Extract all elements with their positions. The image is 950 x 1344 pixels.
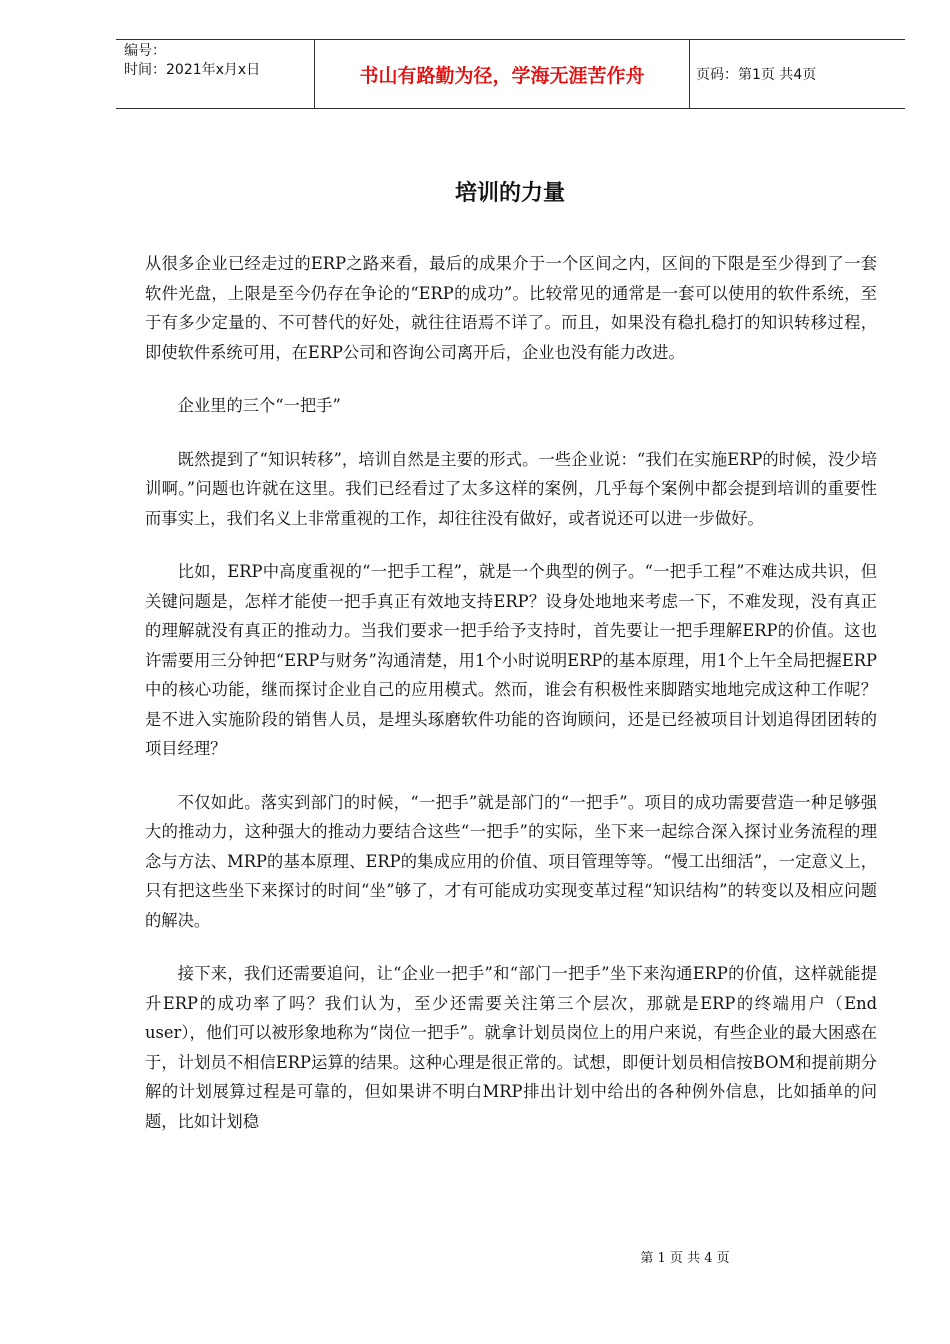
paragraph: 既然提到了“知识转移”，培训自然是主要的形式。一些企业说：“我们在实施ERP的时候，没少培训啊。”问题也许就在这里。我们已经看过了太多这样的案例，几乎每个案例中都会提到培训的重要性而事实上，我们名义上非常重视的工作，却往往没有做好，或者说还可以进一步做好。 <box>145 449 877 528</box>
document-date: 时间：2021年x月x日 <box>124 62 261 78</box>
section-heading: 企业里的三个“一把手” <box>177 396 341 415</box>
paragraph: 接下来，我们还需要追问，让“企业一把手”和“部门一把手”坐下来沟通ERP的价值，这样就能提升ERP的成功率了吗？我们认为，至少还需要关注第三个层次，那就是ERP的终端用户（End user），他们可以被形象地称为“岗位一把手”。就拿计划员岗位上的用户来说，有些企业的最大困惑在于，计划员不相信ERP运算的结果。这种心理是很正常的。试想，即便计划员相信按BOM和提前期分解的计划展算过程是可靠的，但如果讲不明白MRP排出计划中给出的各种例外信息，比如插单的问题，比如计划稳 <box>145 964 877 1131</box>
header-meta <box>116 40 314 108</box>
paragraph: 比如，ERP中高度重视的“一把手工程”，就是一个典型的例子。“一把手工程”不难达成共识，但关键问题是，怎样才能使一把手真正有效地支持ERP？设身处地地来考虑一下，不难发现，没有真正的理解就没有真正的推动力。当我们要求一把手给予支持时，首先要让一把手理解ERP的价值。这也许需要用三分钟把“ERP与财务”沟通清楚，用1个小时说明ERP的基本原理，用1个上午全局把握ERP中的核心功能，继而探讨企业自己的应用模式。然而，谁会有积极性来脚踏实地地完成这种工作呢？是不进入实施阶段的销售人员，是埋头琢磨软件功能的咨询顾问，还是已经被项目计划追得团团转的项目经理？ <box>145 562 877 758</box>
page-footer: 第 1 页 共 4 页 <box>640 1251 730 1266</box>
paragraph: 从很多企业已经走过的ERP之路来看，最后的成果介于一个区间之内，区间的下限是至少得到了一套软件光盘，上限是至今仍存在争论的“ERP的成功”。比较常见的通常是一套可以使用的软件系统，至于有多少定量的、不可替代的好处，就往往语焉不详了。而且，如果没有稳扎稳打的知识转移过程，即使软件系统可用，在ERP公司和咨询公司离开后，企业也没有能力改进。 <box>145 254 877 362</box>
header-motto: 书山有路勤为径，学海无涯苦作舟 <box>314 40 690 108</box>
document-body <box>145 249 877 1160</box>
document-number-label: 编号： <box>124 43 166 59</box>
header-page-info: 页码：第1页 共4页 <box>696 67 817 83</box>
document-title: 培训的力量 <box>454 180 565 206</box>
paragraph: 不仅如此。落实到部门的时候，“一把手”就是部门的“一把手”。项目的成功需要营造一种足够强大的推动力，这种强大的推动力要结合这些“一把手”的实际，坐下来一起综合深入探讨业务流程的理念与方法、MRP的基本原理、ERP的集成应用的价值、项目管理等等。“慢工出细活”，一定意义上，只有把这些坐下来探讨的时间“坐”够了，才有可能成功实现变革过程“知识结构”的转变以及相应问题的解决。 <box>145 792 877 930</box>
page-header <box>116 39 905 109</box>
